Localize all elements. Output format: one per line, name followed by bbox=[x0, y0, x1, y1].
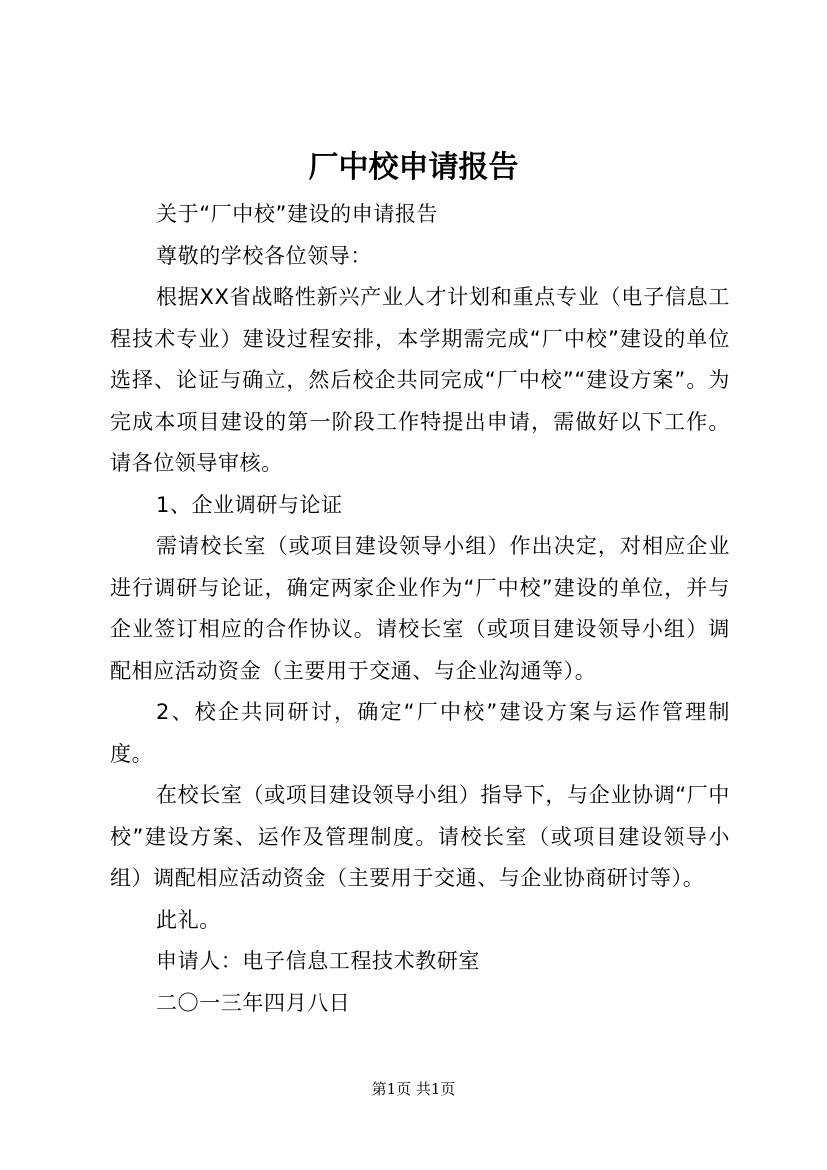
page-footer: 第1页 共1页 bbox=[371, 1080, 456, 1098]
subject-line: 关于“厂中校”建设的申请报告 bbox=[156, 202, 439, 226]
document-title: 厂中校申请报告 bbox=[308, 150, 519, 185]
document-body bbox=[110, 194, 730, 1024]
salutation: 尊敬的学校各位领导： bbox=[156, 243, 372, 268]
section-heading-1: 1、企业调研与论证 bbox=[156, 492, 343, 517]
section-paragraph-1: 需请校长室（或项目建设领导小组）作出决定，对相应企业进行调研与论证，确定两家企业作为“厂中校”建设的单位，并与企业签订相应的合作协议。请校长室（或项目建设领导小组）调配相应活动资金（主要用于交通、与企业沟通等）。 bbox=[110, 534, 730, 683]
closing-line: 此礼。 bbox=[156, 907, 221, 932]
applicant-line: 申请人：电子信息工程技术教研室 bbox=[156, 949, 480, 973]
date-line: 二〇一三年四月八日 bbox=[156, 990, 351, 1015]
intro-paragraph: 根据XX省战略性新兴产业人才计划和重点专业（电子信息工程技术专业）建设过程安排，本学期需完成“厂中校”建设的单位选择、论证与确立，然后校企共同完成“厂中校”“建设方案”。为完成本项目建设的第一阶段工作特提出申请，需做好以下工作。请各位领导审核。 bbox=[110, 285, 730, 475]
section-paragraph-2: 在校长室（或项目建设领导小组）指导下，与企业协调“厂中校”建设方案、运作及管理制度。请校长室（或项目建设领导小组）调配相应活动资金（主要用于交通、与企业协商研讨等）。 bbox=[110, 783, 730, 890]
section-heading-2: 2、校企共同研讨，确定“厂中校”建设方案与运作管理制度。 bbox=[110, 700, 730, 766]
